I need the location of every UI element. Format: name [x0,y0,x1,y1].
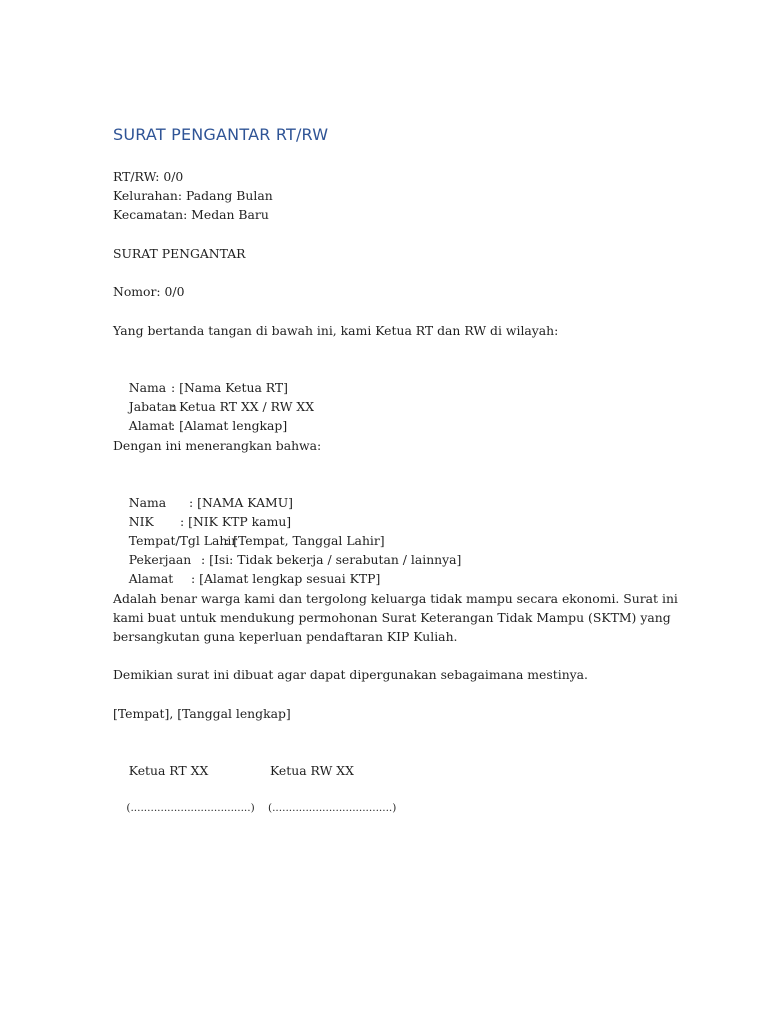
field-value: : [Tempat, Tanggal Lahir] [225,533,385,548]
field-value: : [Alamat lengkap] [171,418,288,433]
field-label: Alamat [128,571,174,586]
body-paragraph-line-2: kami buat untuk mendukung permohonan Surat Keterangan Tidak Mampu (SKTM) yang [113,610,671,625]
field-value: : [NAMA KAMU] [189,495,293,510]
header-kecamatan: Kecamatan: Medan Baru [113,207,269,222]
field-label: Alamat [128,418,174,433]
field-label: Pekerjaan [128,552,192,567]
field-value: : [NIK KTP kamu] [180,514,292,529]
header-rt-rw: RT/RW: 0/0 [113,169,184,184]
statement-line: Dengan ini menerangkan bahwa: [113,438,322,453]
body-paragraph-line-3: bersangkutan guna keperluan pendaftaran KIP Kuliah. [113,629,458,644]
intro-paragraph: Yang bertanda tangan di bawah ini, kami Ketua RT dan RW di wilayah: [113,323,559,338]
field-value: : [Nama Ketua RT] [171,380,289,395]
document-title: SURAT PENGANTAR RT/RW [113,125,329,144]
place-date: [Tempat], [Tanggal lengkap] [113,706,291,721]
signature-blanks [113,780,397,837]
field-value: : Ketua RT XX / RW XX [171,399,315,414]
signature-role-rt: Ketua RT XX [128,763,209,778]
field-value: : [Alamat lengkap sesuai KTP] [191,571,381,586]
signature-blank-rt: (....................................) [126,802,255,814]
field-value: : [Isi: Tidak bekerja / serabutan / lainnya] [201,552,462,567]
body-paragraph-line-1: Adalah benar warga kami dan tergolong keluarga tidak mampu secara ekonomi. Surat ini [113,591,678,606]
field-label: Nama [128,380,167,395]
closing-paragraph: Demikian surat ini dibuat agar dapat dipergunakan sebagaimana mestinya. [113,667,589,682]
signature-role-rw: Ketua RW XX [270,763,354,778]
field-label: Nama [128,495,167,510]
field-label: NIK [128,514,154,529]
field-label: Jabatan [128,399,177,414]
header-kelurahan: Kelurahan: Padang Bulan [113,188,273,203]
field-label: Tempat/Tgl Lahir [128,533,238,548]
signature-blank-rw: (....................................) [268,802,397,814]
letter-subject: SURAT PENGANTAR [113,246,246,261]
letter-number: Nomor: 0/0 [113,284,185,299]
